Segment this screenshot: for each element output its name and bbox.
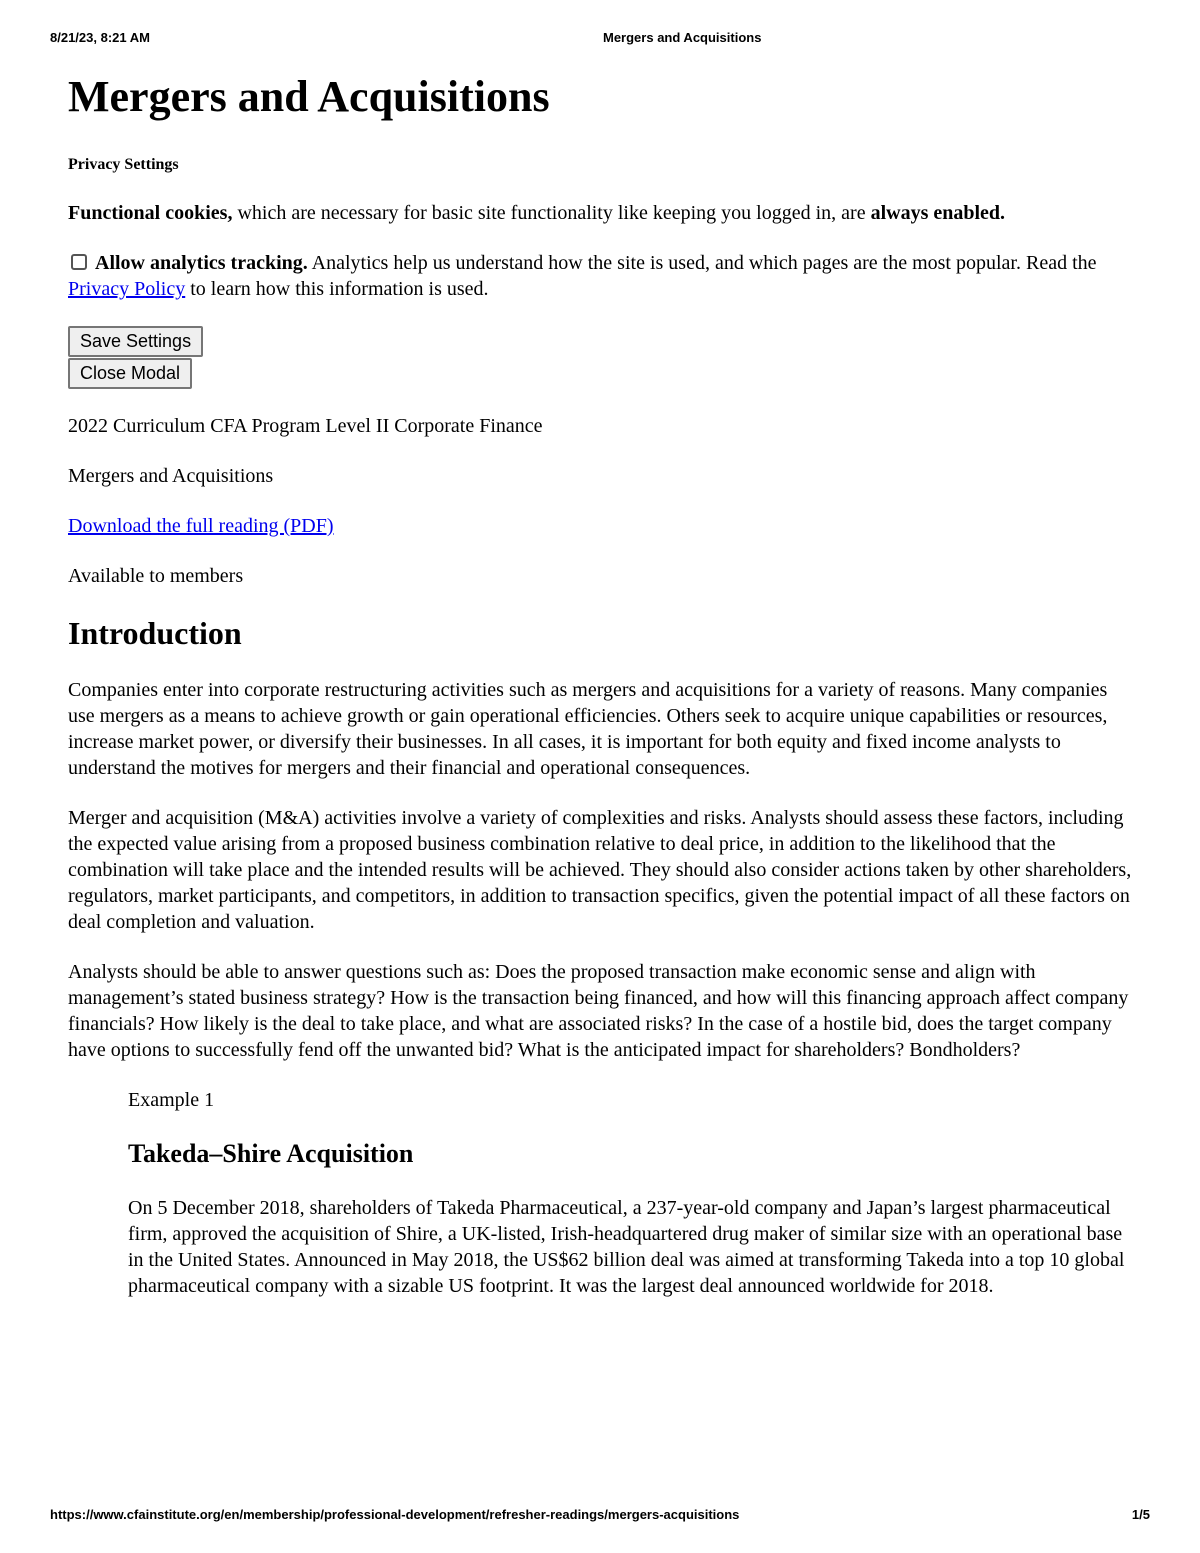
analytics-checkbox[interactable] <box>71 254 87 270</box>
download-pdf-link[interactable]: Download the full reading (PDF) <box>68 515 334 537</box>
example-text: On 5 December 2018, shareholders of Takeda Pharmaceutical, a 237-year-old company and Japan’s largest pharmaceutical firm, approved the acquisition of Shire, a UK-listed, Irish-headquartered drug maker of similar size with an operational base in the United States. Announced in May 2018, the US$62 billion deal was aimed at transforming Takeda into a top 10 global pharmaceutical company with a sizable US footprint. It was the largest deal announced worldwide for 2018. <box>128 1197 1125 1297</box>
print-page-title: Mergers and Acquisitions <box>603 30 762 45</box>
main-content <box>68 66 1138 1299</box>
intro-paragraph: Merger and acquisition (M&A) activities involve a variety of complexities and risks. Analysts should assess these factors, including the expected value arising from a proposed business combination relative to deal price, in addition to the likelihood that the combination will take place and the intended results will be achieved. They should also consider actions taken by other shareholders, regulators, market participants, and competitors, in addition to transaction specifics, given the potential impact of all these factors on deal completion and valuation. <box>68 807 1132 933</box>
example-label: Example 1 <box>128 1089 215 1111</box>
analytics-desc-end: to learn how this information is used. <box>185 278 489 300</box>
reading-meta <box>68 413 1138 589</box>
privacy-buttons <box>68 326 1138 389</box>
privacy-policy-link[interactable]: Privacy Policy <box>68 278 186 300</box>
intro-paragraph: Analysts should be able to answer questions such as: Does the proposed transaction make economic sense and align with management’s stated business strategy? How is the transaction being financed, and how will this financing approach affect company financials? How likely is the deal to take place, and what are associated risks? In the case of a hostile bid, does the target company have options to successfully fend off the unwanted bid? What is the anticipated impact for shareholders? Bondholders? <box>68 961 1129 1061</box>
functional-cookies-text <box>68 200 1138 226</box>
save-settings-button[interactable]: Save Settings <box>68 326 203 357</box>
analytics-tracking-label: Allow analytics tracking. <box>95 252 308 274</box>
availability-label: Available to members <box>68 565 244 587</box>
analytics-desc: Analytics help us understand how the site is used, and which pages are the most popular. Read the <box>307 252 1097 274</box>
privacy-settings-heading: Privacy Settings <box>68 156 179 173</box>
page-title: Mergers and Acquisitions <box>68 72 550 121</box>
functional-cookies-desc: which are necessary for basic site functionality like keeping you logged in, are <box>232 202 871 224</box>
example-title: Takeda–Shire Acquisition <box>128 1139 414 1168</box>
print-datetime: 8/21/23, 8:21 AM <box>50 30 150 45</box>
print-header <box>50 30 1150 50</box>
intro-paragraph: Companies enter into corporate restructuring activities such as mergers and acquisitions for a variety of reasons. Many companies use mergers as a means to achieve growth or gain operational efficiencies. Others seek to acquire unique capabilities or resources, increase market power, or diversify their businesses. In all cases, it is important for both equity and fixed income analysts to understand the motives for mergers and their financial and operational consequences. <box>68 679 1108 779</box>
functional-cookies-label: Functional cookies, <box>68 202 233 224</box>
print-footer <box>50 1507 1150 1527</box>
reading-name: Mergers and Acquisitions <box>68 465 274 487</box>
print-url: https://www.cfainstitute.org/en/membership/professional-development/refresher-readings/mergers-acquisitions <box>50 1507 740 1522</box>
curriculum-label: 2022 Curriculum CFA Program Level II Corporate Finance <box>68 415 543 437</box>
print-page-number: 1/5 <box>1131 1507 1150 1522</box>
introduction-heading: Introduction <box>68 615 242 651</box>
example-box <box>128 1087 1138 1299</box>
analytics-tracking-text <box>68 250 1138 302</box>
always-enabled-label: always enabled. <box>870 202 1006 224</box>
close-modal-button[interactable]: Close Modal <box>68 358 192 389</box>
